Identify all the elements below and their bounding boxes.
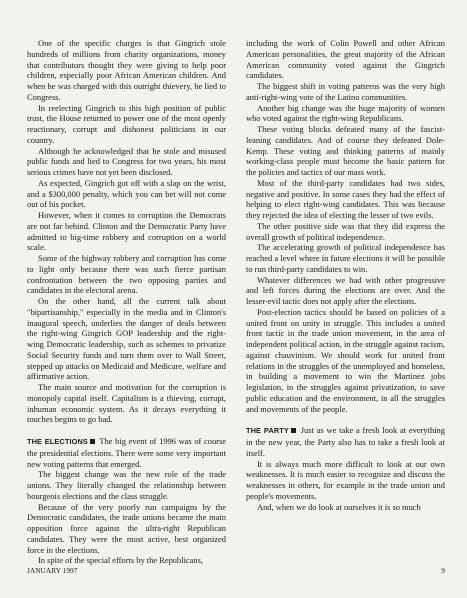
paragraph: These voting blocks defeated many of the fascist-leaning candidates. And of course they defeated Dole-Kemp. These voting and thinking patterns of mainly working-class people must become the basic pattern for the policies and tactics of our mass work. — [246, 124, 445, 177]
paragraph: One of the specific charges is that Gingrich stole hundreds of millions from charity organizations, money that contributors thought they were giving to help poor children, especially poor African American children. And when he was charged with this outright thievery, he lied to Congress. — [27, 38, 226, 102]
paragraph: Whatever differences we had with other progressive and left forces during the elections are over. And the lesser-evil tactic does not apply after the elections. — [246, 274, 445, 306]
section-paragraph — [27, 436, 226, 469]
paragraph: However, when it comes to corruption the Democrats are not far behind. Clinton and the Democratic Party have admitted to big-time robbery and corruption on a world scale. — [27, 210, 226, 253]
left-column — [27, 38, 226, 566]
paragraph: The other positive side was that they did express the overall growth of political independence. — [246, 220, 445, 242]
square-bullet-icon — [90, 439, 95, 444]
paragraph: Although he acknowledged that he stole and misused public funds and lied to Congress for two years, his most serious crimes have not yet been disclosed. — [27, 145, 226, 177]
paragraph: Because of the very poorly run campaigns by the Democratic candidates, the trade unions became the main opposition force against the ultra-right Republican candidates. They were the most active, best organized force in the elections. — [27, 501, 226, 555]
paragraph: In spite of the special efforts by the Republicans, — [38, 555, 204, 566]
paragraph: Most of the third-party candidates had two sides, negative and positive. In some cases they had the effect of helping to elect right-wing candidates. This was because they rejected the idea of electing the lesser of two evils. — [246, 177, 445, 220]
paragraph: It is always much more difficult to look at our own weaknesses. It is much easier to recognize and discuss the weaknesses in others, for example in the trade union and people's movements. — [246, 458, 445, 501]
paragraph: On the other hand, all the current talk about "bipartisanship," especially in the media and in Clinton's inaugural speech, underlies the danger of deals between the right-wing Gingrich GOP leadership and the right-wing Democratic leadership, such as schemes to privatize Social Security funds and turn them over to Wall Street, stepped up attacks on Medicaid and Medicare, welfare and affirmative action. — [27, 296, 226, 382]
article-columns — [27, 38, 445, 566]
paragraph: The biggest shift in voting patterns was the very high anti-right-wing vote of the Latino communities. — [246, 81, 445, 102]
paragraph: And, when we do look at ourselves it is so much — [257, 501, 421, 512]
section-paragraph — [246, 425, 445, 458]
section-heading-elections: THE ELECTIONS — [27, 437, 88, 446]
paragraph: including the work of Colin Powell and other African American personalities, the great majority of the African American community voted against the Gingrich candidates. — [246, 38, 445, 81]
page-number: 9 — [441, 566, 445, 575]
paragraph-text: Just as we take a fresh look at everything in the new year, the Party also has to take a fresh look at itself. — [246, 425, 445, 458]
square-bullet-icon — [291, 428, 296, 433]
section-heading-party: THE PARTY — [246, 426, 289, 436]
paragraph-text: The big event of 1996 was of course the presidential elections. There were some very important new voting patterns that emerged. — [27, 436, 227, 469]
paragraph: The main source and motivation for the corruption is monopoly capital itself. Capitalism is a thieving, corrupt, inhuman economic system. As it decays everything it touches begins to go bad. — [27, 382, 226, 425]
paragraph: Post-election tactics should be based on policies of a united front on unity in struggle. This includes a united front tactic in the trade union movement, in the area of independent political action, in the struggle against racism, against chauvinism. We should work for united front relations in the struggles of the unemployed and homeless, in building a movement to win the Martinez jobs legislation, in the struggles against privatization, to save public education and the environment, in all the struggles and movements of the people. — [246, 306, 445, 414]
issue-date: JANUARY 1997 — [27, 566, 78, 575]
paragraph: Another big change was the huge majority of women who voted against the right-wing Republicans. — [246, 102, 445, 124]
right-column — [246, 38, 445, 566]
paragraph: The biggest change was the new role of the trade unions. They literally changed the relationship between bourgeois elections and the class struggle. — [27, 469, 226, 501]
paragraph: In reelecting Gingrich to this high position of public trust, the House returned to power one of the most openly reactionary, corrupt and dishonest politicians in our country. — [27, 102, 226, 145]
page-footer — [27, 566, 445, 575]
paragraph: The accelerating growth of political independence has reached a level where in future elections it will be possible to run third-party candidates to win. — [246, 242, 445, 274]
paragraph: Some of the highway robbery and corruption has come to light only because there was such fierce partisan confrontation between the two opposing parties and candidates in the electoral arena. — [27, 253, 226, 296]
paragraph: As expected, Gingrich got off with a slap on the wrist, and a $300,000 penalty, which you can bet will not come out of his pocket. — [27, 177, 226, 210]
